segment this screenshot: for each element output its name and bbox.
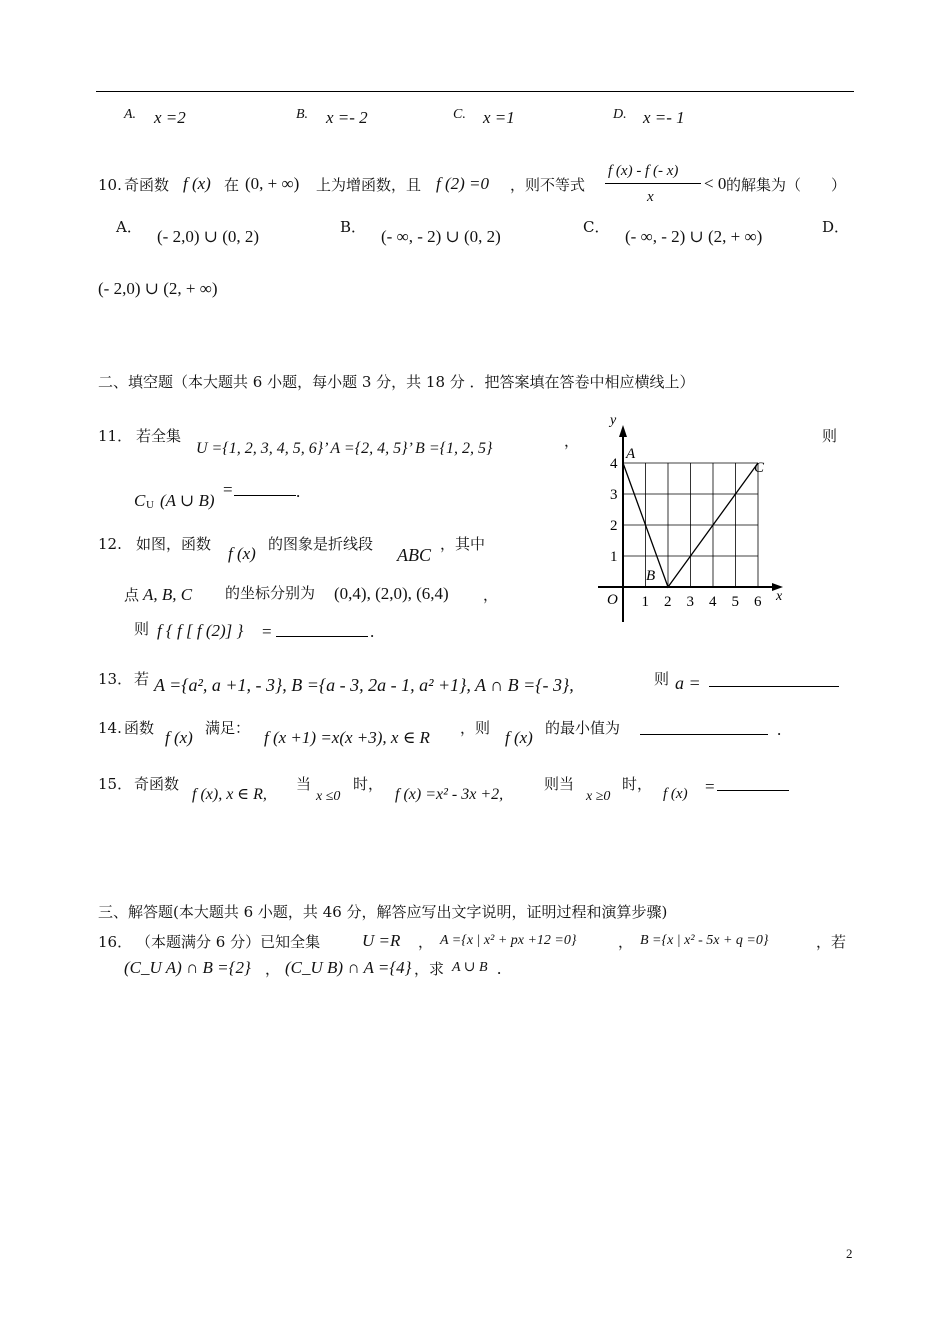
q9-option-d-expr: x =- 1 [643, 108, 685, 127]
q16-text-1: （本题满分 6 分）已知全集 [136, 933, 321, 951]
q10-fx: f (x) [183, 174, 211, 193]
section-3-title: 三、解答题(本大题共 6 小题，共 46 分，解答应写出文字说明，证明过程和演算步骤) [98, 903, 668, 921]
q10-option-c-expr: (- ∞, - 2) ∪ (2, + ∞) [625, 227, 763, 246]
q14-condition: f (x +1) =x(x +3), x ∈ R [264, 728, 430, 747]
q15-equals: = [705, 777, 715, 796]
q14-text-4: 的最小值为 [545, 719, 621, 737]
q13-expr: A ={a², a +1, - 3}, B ={a - 3, 2a - 1, a² +1}, A ∩ B ={- 3}, [154, 675, 574, 695]
q13-text-1: 若 [134, 670, 150, 688]
q10-fraction-denominator: x [647, 189, 654, 205]
q9-option-a-expr: x =2 [154, 108, 186, 127]
q14-fx: f (x) [165, 728, 193, 747]
q12-answer-blank[interactable] [276, 622, 368, 637]
q9-option-c-label: C. [453, 107, 466, 122]
q10-option-c-label: C． [583, 218, 610, 236]
q10-fraction-bar [605, 183, 701, 184]
q16-ask: A ∪ B [452, 960, 488, 975]
q11-union: (A ∪ B) [160, 491, 215, 510]
q12-fx: f (x) [228, 544, 256, 563]
q15-expr-2: f (x) =x² - 3x +2, [395, 786, 504, 803]
graph-x-tick-label: 1 [641, 594, 649, 610]
q13-number: 13． [98, 670, 133, 688]
q12-text-2: 的图象是折线段 [268, 535, 374, 553]
q15-text-3: 时， [353, 775, 384, 793]
q14-fx-2: f (x) [505, 728, 533, 747]
q9-option-d-label: D. [613, 107, 627, 122]
q15-expr-3: f (x) [663, 786, 688, 802]
q11-equals: = [223, 480, 233, 499]
q10-text-5: 的解集为（ ） [726, 176, 847, 194]
q12-number: 12. [98, 535, 122, 553]
q16-text-3: ， [618, 933, 634, 951]
q10-text-4: ，则不等式 [510, 176, 586, 194]
q15-text-5: 时， [622, 775, 653, 793]
q16-condition-1: (C_U A) ∩ B ={2} [124, 958, 251, 977]
q13-answer-blank[interactable] [709, 672, 839, 687]
q10-option-b-label: B． [340, 218, 367, 236]
q12-text-3: ，其中 [440, 535, 486, 553]
graph-point-c-label: C [754, 460, 765, 476]
q10-number: 10. [98, 176, 122, 194]
q16-condition-2: (C_U B) ∩ A ={4} [285, 958, 412, 977]
q15-cond-1: x ≤0 [316, 789, 341, 804]
q10-text-2: 在 [224, 176, 240, 194]
q11-answer-blank[interactable] [234, 481, 296, 496]
q11-then: 则 [822, 427, 838, 445]
section-2-title: 二、填空题（本大题共 6 小题，每小题 3 分，共 18 分 ．把答案填在答卷中相应横线上） [98, 373, 695, 391]
q16-text-2: ， [418, 933, 434, 951]
q12-nested: f { f [ f (2)] } [157, 621, 244, 640]
q13-a: a = [675, 673, 701, 693]
q12-equals: = [262, 622, 272, 641]
q11-number: 11． [98, 427, 133, 445]
q10-text-1: 奇函数 [124, 176, 170, 194]
q12-text-4: 点 [124, 586, 140, 604]
q16-set-a: A ={x | x² + px +12 =0} [440, 933, 577, 948]
graph-x-tick-label: 3 [686, 594, 694, 610]
q9-option-b-expr: x =- 2 [326, 108, 368, 127]
q10-inequality: < 0 [704, 174, 727, 193]
q14-text-2: 满足： [205, 719, 251, 737]
q15-text-1: 奇函数 [134, 775, 180, 793]
q12-text-6: ， [483, 586, 499, 604]
q16-universal-set: U =R [362, 931, 401, 950]
graph-x-label: x [776, 589, 783, 604]
graph-x-tick-label: 5 [731, 594, 739, 610]
q16-set-b: B ={x | x² - 5x + q =0} [640, 933, 769, 948]
q10-f2: f (2) =0 [436, 174, 490, 193]
q9-option-c-expr: x =1 [483, 108, 515, 127]
q15-cond-2: x ≥0 [586, 789, 611, 804]
q16-text-6: ，求 [414, 960, 445, 978]
q12-dot: . [370, 622, 375, 641]
graph-point-b-label: B [646, 568, 656, 584]
q10-option-b-expr: (- ∞, - 2) ∪ (0, 2) [381, 227, 501, 246]
q15-answer-blank[interactable] [717, 776, 789, 791]
q10-option-d-expr: (- 2,0) ∪ (2, + ∞) [98, 279, 218, 298]
q12-text-5: 的坐标分别为 [225, 584, 316, 602]
q15-text-2: 当 [296, 775, 312, 793]
q11-complement: C [134, 491, 146, 510]
graph-y-arrow-icon [619, 425, 627, 437]
q12-abc: ABC [397, 545, 431, 565]
graph-y-tick-label: 2 [610, 518, 618, 534]
q14-number: 14. [98, 719, 122, 737]
q11-sets: U ={1, 2, 3, 4, 5, 6}’ A ={2, 4, 5}’ B ={1, 2, 5} [196, 440, 493, 457]
q12-text-1: 如图，函数 [136, 535, 212, 553]
q9-option-b-label: B. [296, 107, 309, 122]
q16-number: 16． [98, 933, 133, 951]
q11-comma: ， [564, 432, 580, 450]
q12-text-7: 则 [134, 620, 150, 638]
q16-text-4: ，若 [816, 933, 847, 951]
q9-option-a-label: A. [124, 107, 137, 122]
page-number: 2 [846, 1246, 853, 1261]
q14-text-3: ，则 [460, 719, 491, 737]
q10-text-3: 上为增函数，且 [316, 176, 422, 194]
q14-answer-blank[interactable] [640, 720, 768, 735]
graph-y-tick-label: 3 [610, 487, 618, 503]
q11-complement-sub: U [146, 499, 154, 511]
q11-text-1: 若全集 [136, 427, 182, 445]
graph-point-a-label: A [626, 446, 636, 462]
q15-number: 15． [98, 775, 133, 793]
graph-grid [623, 463, 758, 587]
graph-y-tick-label: 4 [610, 456, 618, 472]
q11-dot: . [296, 482, 301, 501]
q12-points: A, B, C [143, 585, 193, 604]
q12-coords: (0,4), (2,0), (6,4) [334, 584, 449, 603]
top-rule [96, 91, 854, 92]
q14-dot: . [777, 720, 782, 739]
q10-interval: (0, + ∞) [245, 174, 300, 193]
q15-text-4: 则当 [544, 775, 575, 793]
graph-y-tick-label: 1 [610, 549, 618, 565]
graph-origin-label: O [607, 592, 618, 608]
graph-polyline-abc [590, 410, 790, 630]
q14-text-1: 函数 [124, 719, 155, 737]
graph-x-tick-label: 4 [709, 594, 717, 610]
q16-dot: . [497, 959, 502, 978]
graph-y-label: y [610, 413, 617, 428]
q15-expr-1: f (x), x ∈ R, [192, 786, 267, 803]
q13-text-2: 则 [654, 670, 670, 688]
q10-option-d-label: D． [822, 218, 850, 236]
graph-x-tick-label: 2 [664, 594, 672, 610]
q16-text-5: ， [265, 960, 281, 978]
q10-option-a-label: A． [116, 218, 142, 236]
q10-option-a-expr: (- 2,0) ∪ (0, 2) [157, 227, 260, 246]
q10-fraction-numerator: f (x) - f (- x) [608, 163, 679, 179]
graph-x-tick-label: 6 [754, 594, 762, 610]
